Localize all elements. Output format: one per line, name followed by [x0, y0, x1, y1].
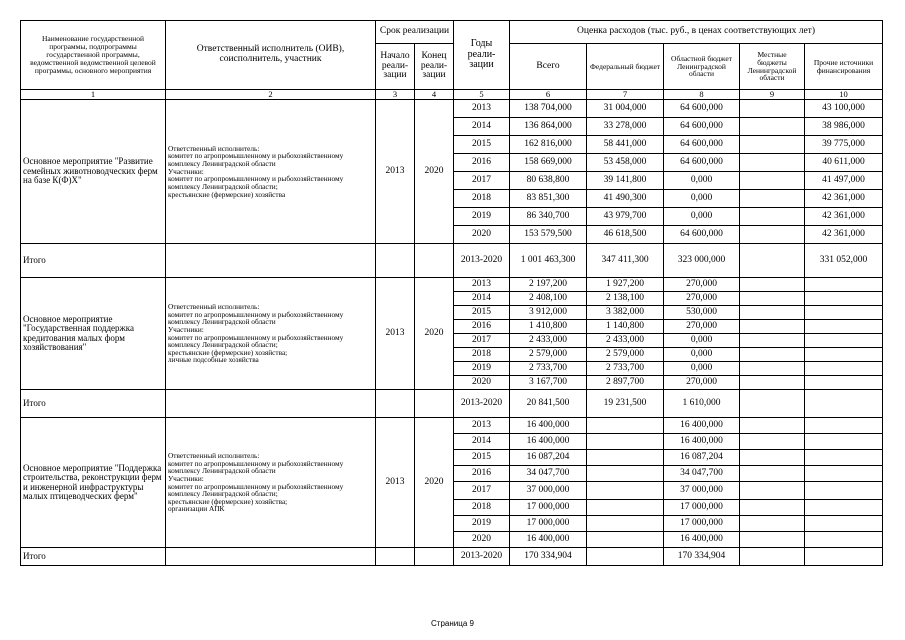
total-cell: 16 400,000	[510, 418, 587, 434]
regional-cell: 530,000	[664, 306, 740, 320]
federal-cell: 2 579,000	[587, 348, 664, 362]
year-cell: 2015	[454, 450, 510, 466]
other-cell	[805, 482, 883, 500]
local-cell	[740, 118, 805, 136]
itogo-row	[21, 244, 883, 278]
year-cell: 2019	[454, 208, 510, 226]
other-cell: 43 100,000	[805, 100, 883, 118]
local-cell	[740, 226, 805, 244]
activity-name: Основное мероприятие "Государственная поддержка кредитования малых форм хозяйствования"	[21, 278, 166, 390]
other-cell: 40 611,000	[805, 154, 883, 172]
responsible-line: организации АПК	[168, 504, 225, 514]
regional-cell: 0,000	[664, 208, 740, 226]
empty-cell	[166, 390, 376, 418]
itogo-label: Итого	[21, 548, 166, 566]
col-number: 4	[415, 90, 454, 100]
header-term-group: Срок реализации	[376, 21, 454, 44]
total-cell: 37 000,000	[510, 482, 587, 500]
itogo-years: 2013-2020	[454, 390, 510, 418]
total-cell: 83 851,300	[510, 190, 587, 208]
responsible-line: комплексу Ленинградской области;	[168, 489, 278, 499]
year-cell: 2013	[454, 418, 510, 434]
regional-cell: 270,000	[664, 376, 740, 390]
header-term-start: Начало реали-зации	[376, 44, 415, 90]
responsible-line: крестьянские (фермерские) хозяйства;	[168, 347, 288, 357]
other-cell: 42 361,000	[805, 190, 883, 208]
federal-cell	[587, 516, 664, 532]
federal-cell: 41 490,300	[587, 190, 664, 208]
federal-cell: 46 618,500	[587, 226, 664, 244]
itogo-local	[740, 244, 805, 278]
regional-cell: 16 087,204	[664, 450, 740, 466]
regional-cell: 64 600,000	[664, 118, 740, 136]
local-cell	[740, 450, 805, 466]
itogo-total: 170 334,904	[510, 548, 587, 566]
header-local: Местные бюджеты Ленинградской области	[740, 44, 805, 90]
local-cell	[740, 434, 805, 450]
local-cell	[740, 100, 805, 118]
local-cell	[740, 154, 805, 172]
regional-cell: 64 600,000	[664, 226, 740, 244]
empty-cell	[376, 548, 415, 566]
regional-cell: 64 600,000	[664, 154, 740, 172]
responsible-line: комитет по агропромышленному и рыбохозяйственному	[168, 151, 344, 161]
responsible-line: комитет по агропромышленному и рыбохозяйственному	[168, 332, 344, 342]
federal-cell: 31 004,000	[587, 100, 664, 118]
header-costs-group: Оценка расходов (тыс. руб., в ценах соответствующих лет)	[510, 21, 883, 44]
responsible-line: комплексу Ленинградской области;	[168, 340, 278, 350]
total-cell: 153 579,500	[510, 226, 587, 244]
empty-cell	[166, 244, 376, 278]
local-cell	[740, 376, 805, 390]
responsible-list	[166, 100, 376, 244]
itogo-label: Итого	[21, 244, 166, 278]
empty-cell	[166, 548, 376, 566]
year-cell: 2018	[454, 500, 510, 516]
itogo-row	[21, 390, 883, 418]
year-cell: 2017	[454, 172, 510, 190]
itogo-local	[740, 390, 805, 418]
regional-cell: 16 400,000	[664, 434, 740, 450]
itogo-local	[740, 548, 805, 566]
itogo-regional: 323 000,000	[664, 244, 740, 278]
empty-cell	[376, 244, 415, 278]
regional-cell: 0,000	[664, 334, 740, 348]
federal-cell	[587, 466, 664, 482]
local-cell	[740, 418, 805, 434]
local-cell	[740, 136, 805, 154]
col-number: 10	[805, 90, 883, 100]
activity-name: Основное мероприятие "Развитие семейных животноводческих ферм на базе К(Ф)Х"	[21, 100, 166, 244]
header-total: Всего	[510, 44, 587, 90]
responsible-line: комплексу Ленинградской области	[168, 317, 276, 327]
responsible-line: Ответственный исполнитель:	[168, 143, 260, 153]
col-number: 8	[664, 90, 740, 100]
year-cell: 2016	[454, 466, 510, 482]
header-years: Годы реали-зации	[454, 21, 510, 90]
total-cell: 158 669,000	[510, 154, 587, 172]
federal-cell: 2 433,000	[587, 334, 664, 348]
year-cell: 2016	[454, 320, 510, 334]
other-cell	[805, 278, 883, 292]
regional-cell: 17 000,000	[664, 516, 740, 532]
total-cell: 16 400,000	[510, 532, 587, 548]
total-cell: 2 579,000	[510, 348, 587, 362]
col-number: 6	[510, 90, 587, 100]
federal-cell	[587, 434, 664, 450]
responsible-list	[166, 418, 376, 548]
itogo-label: Итого	[21, 390, 166, 418]
local-cell	[740, 362, 805, 376]
responsible-line: Ответственный исполнитель:	[168, 450, 260, 460]
local-cell	[740, 278, 805, 292]
other-cell	[805, 516, 883, 532]
empty-cell	[376, 390, 415, 418]
header-federal: Федеральный бюджет	[587, 44, 664, 90]
local-cell	[740, 532, 805, 548]
year-cell: 2017	[454, 482, 510, 500]
local-cell	[740, 348, 805, 362]
other-cell	[805, 450, 883, 466]
other-cell: 42 361,000	[805, 208, 883, 226]
header-responsible: Ответственный исполнитель (ОИВ), соисполнитель, участник	[166, 21, 376, 90]
regional-cell: 17 000,000	[664, 500, 740, 516]
term-end: 2020	[415, 278, 454, 390]
federal-cell	[587, 532, 664, 548]
column-numbers-row	[21, 90, 883, 100]
year-cell: 2014	[454, 434, 510, 450]
regional-cell: 64 600,000	[664, 100, 740, 118]
local-cell	[740, 482, 805, 500]
total-cell: 3 167,700	[510, 376, 587, 390]
total-cell: 3 912,000	[510, 306, 587, 320]
responsible-list	[166, 278, 376, 390]
other-cell: 39 775,000	[805, 136, 883, 154]
regional-cell: 0,000	[664, 348, 740, 362]
itogo-regional: 170 334,904	[664, 548, 740, 566]
other-cell	[805, 334, 883, 348]
year-cell: 2017	[454, 334, 510, 348]
other-cell	[805, 418, 883, 434]
header-term-end: Конец реали-зации	[415, 44, 454, 90]
other-cell	[805, 532, 883, 548]
regional-cell: 270,000	[664, 292, 740, 306]
responsible-line: Участники:	[168, 166, 204, 176]
responsible-line: личные подсобные хозяйства	[168, 355, 259, 365]
responsible-line: комитет по агропромышленному и рыбохозяйственному	[168, 481, 344, 491]
empty-cell	[415, 548, 454, 566]
responsible-line: комплексу Ленинградской области	[168, 466, 276, 476]
federal-cell: 2 733,700	[587, 362, 664, 376]
year-cell: 2019	[454, 516, 510, 532]
budget-table	[20, 20, 883, 566]
responsible-line: комплексу Ленинградской области;	[168, 181, 278, 191]
responsible-line: комплексу Ленинградской области	[168, 159, 276, 169]
regional-cell: 0,000	[664, 190, 740, 208]
total-cell: 16 400,000	[510, 434, 587, 450]
local-cell	[740, 292, 805, 306]
federal-cell	[587, 418, 664, 434]
total-cell: 136 864,000	[510, 118, 587, 136]
regional-cell: 270,000	[664, 278, 740, 292]
header-regional: Областной бюджет Ленинградской области	[664, 44, 740, 90]
itogo-federal: 347 411,300	[587, 244, 664, 278]
regional-cell: 34 047,700	[664, 466, 740, 482]
table-row	[21, 100, 883, 118]
itogo-other: 331 052,000	[805, 244, 883, 278]
col-number: 3	[376, 90, 415, 100]
total-cell: 2 408,100	[510, 292, 587, 306]
total-cell: 86 340,700	[510, 208, 587, 226]
other-cell	[805, 320, 883, 334]
local-cell	[740, 320, 805, 334]
responsible-line: Участники:	[168, 473, 204, 483]
term-start: 2013	[376, 418, 415, 548]
federal-cell	[587, 482, 664, 500]
responsible-line: комитет по агропромышленному и рыбохозяйственному	[168, 174, 344, 184]
year-cell: 2020	[454, 532, 510, 548]
itogo-years: 2013-2020	[454, 548, 510, 566]
header-name: Наименование государственной программы, подпрограммы государственной программы, ведомственной ведомственной целевой программы, основного мероприятия	[21, 21, 166, 90]
other-cell: 41 497,000	[805, 172, 883, 190]
other-cell	[805, 348, 883, 362]
responsible-line: комитет по агропромышленному и рыбохозяйственному	[168, 458, 344, 468]
responsible-line: Участники:	[168, 324, 204, 334]
local-cell	[740, 306, 805, 320]
col-number: 9	[740, 90, 805, 100]
regional-cell: 37 000,000	[664, 482, 740, 500]
federal-cell: 43 979,700	[587, 208, 664, 226]
federal-cell: 53 458,000	[587, 154, 664, 172]
year-cell: 2020	[454, 376, 510, 390]
federal-cell: 3 382,000	[587, 306, 664, 320]
table-row	[21, 278, 883, 292]
col-number: 7	[587, 90, 664, 100]
itogo-other	[805, 548, 883, 566]
total-cell: 1 410,800	[510, 320, 587, 334]
total-cell: 17 000,000	[510, 516, 587, 532]
year-cell: 2014	[454, 292, 510, 306]
term-end: 2020	[415, 418, 454, 548]
responsible-line: Ответственный исполнитель:	[168, 301, 260, 311]
term-start: 2013	[376, 278, 415, 390]
other-cell: 42 361,000	[805, 226, 883, 244]
year-cell: 2013	[454, 100, 510, 118]
total-cell: 138 704,000	[510, 100, 587, 118]
itogo-federal	[587, 548, 664, 566]
federal-cell: 58 441,000	[587, 136, 664, 154]
year-cell: 2018	[454, 348, 510, 362]
total-cell: 17 000,000	[510, 500, 587, 516]
other-cell	[805, 292, 883, 306]
total-cell: 2 197,200	[510, 278, 587, 292]
local-cell	[740, 500, 805, 516]
regional-cell: 270,000	[664, 320, 740, 334]
total-cell: 2 733,700	[510, 362, 587, 376]
federal-cell: 2 897,700	[587, 376, 664, 390]
responsible-line: крестьянские (фермерские) хозяйства	[168, 189, 286, 199]
regional-cell: 0,000	[664, 172, 740, 190]
itogo-row	[21, 548, 883, 566]
year-cell: 2014	[454, 118, 510, 136]
local-cell	[740, 516, 805, 532]
term-start: 2013	[376, 100, 415, 244]
federal-cell: 33 278,000	[587, 118, 664, 136]
total-cell: 80 638,800	[510, 172, 587, 190]
other-cell	[805, 376, 883, 390]
itogo-total: 1 001 463,300	[510, 244, 587, 278]
itogo-years: 2013-2020	[454, 244, 510, 278]
federal-cell: 1 927,200	[587, 278, 664, 292]
empty-cell	[415, 390, 454, 418]
year-cell: 2019	[454, 362, 510, 376]
local-cell	[740, 466, 805, 482]
term-end: 2020	[415, 100, 454, 244]
federal-cell: 39 141,800	[587, 172, 664, 190]
local-cell	[740, 208, 805, 226]
col-number: 1	[21, 90, 166, 100]
federal-cell	[587, 500, 664, 516]
regional-cell: 64 600,000	[664, 136, 740, 154]
itogo-total: 20 841,500	[510, 390, 587, 418]
total-cell: 2 433,000	[510, 334, 587, 348]
other-cell	[805, 466, 883, 482]
local-cell	[740, 334, 805, 348]
table-row	[21, 418, 883, 434]
year-cell: 2015	[454, 136, 510, 154]
total-cell: 16 087,204	[510, 450, 587, 466]
year-cell: 2016	[454, 154, 510, 172]
activity-name: Основное мероприятие "Поддержка строительства, реконструкции ферм и инженерной инфраструктуры малых птицеводческих ферм"	[21, 418, 166, 548]
itogo-other	[805, 390, 883, 418]
col-number: 2	[166, 90, 376, 100]
itogo-federal: 19 231,500	[587, 390, 664, 418]
federal-cell: 1 140,800	[587, 320, 664, 334]
other-cell	[805, 500, 883, 516]
year-cell: 2020	[454, 226, 510, 244]
regional-cell: 16 400,000	[664, 532, 740, 548]
total-cell: 34 047,700	[510, 466, 587, 482]
federal-cell	[587, 450, 664, 466]
responsible-line: комитет по агропромышленному и рыбохозяйственному	[168, 309, 344, 319]
header-other: Прочие источники финансирования	[805, 44, 883, 90]
itogo-regional: 1 610,000	[664, 390, 740, 418]
responsible-line: крестьянские (фермерские) хозяйства;	[168, 496, 288, 506]
other-cell: 38 986,000	[805, 118, 883, 136]
other-cell	[805, 306, 883, 320]
empty-cell	[415, 244, 454, 278]
local-cell	[740, 172, 805, 190]
regional-cell: 16 400,000	[664, 418, 740, 434]
federal-cell: 2 138,100	[587, 292, 664, 306]
year-cell: 2013	[454, 278, 510, 292]
total-cell: 162 816,000	[510, 136, 587, 154]
regional-cell: 0,000	[664, 362, 740, 376]
other-cell	[805, 434, 883, 450]
page-number: Страница 9	[431, 619, 474, 628]
local-cell	[740, 190, 805, 208]
other-cell	[805, 362, 883, 376]
col-number: 5	[454, 90, 510, 100]
year-cell: 2015	[454, 306, 510, 320]
year-cell: 2018	[454, 190, 510, 208]
